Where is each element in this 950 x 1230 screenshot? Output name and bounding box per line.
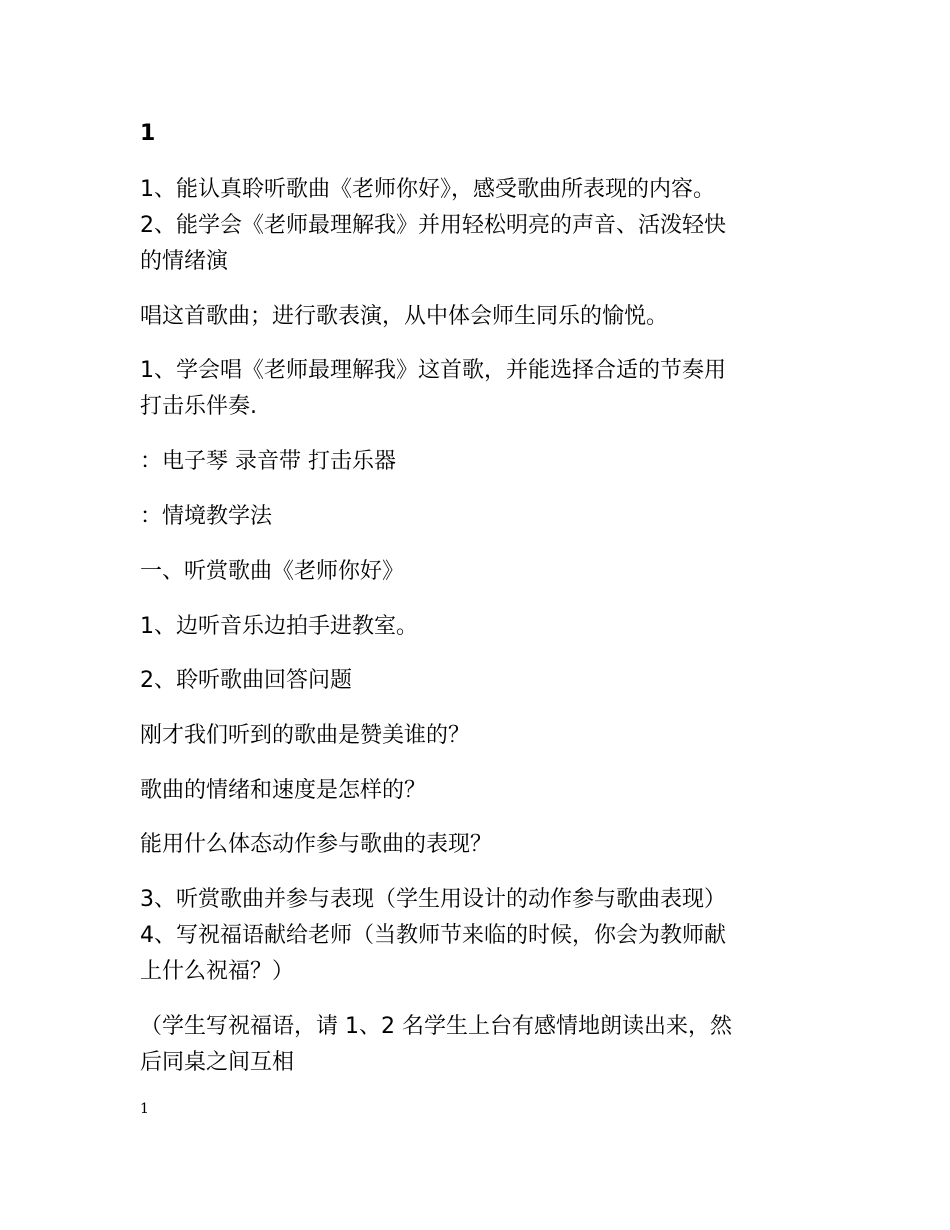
paragraph-line-step-3: 3、听赏歌曲并参与表现（学生用设计的动作参与歌曲表现） (140, 887, 726, 912)
paragraph-line-step-4: 4、写祝福语献给老师（当教师节来临的时候，你会为教师献 (140, 923, 726, 948)
paragraph-line-step-2: 2、聆听歌曲回答问题 (140, 668, 352, 693)
paragraph-line-question-2: 歌曲的情绪和速度是怎样的？ (140, 778, 427, 803)
paragraph-line-key-point-cont: 打击乐伴奏. (140, 394, 257, 419)
paragraph-line-objective-2-cont: 的情绪演 (140, 249, 229, 274)
paragraph-line-student-activity-cont: 后同桌之间互相 (140, 1050, 295, 1075)
paragraph-line-objective-3: 唱这首歌曲；进行歌表演，从中体会师生同乐的愉悦。 (140, 304, 669, 329)
paragraph-line-step-1: 1、边听音乐边拍手进教室。 (140, 614, 418, 639)
paragraph-line-materials: ：电子琴 录音带 打击乐器 (140, 449, 396, 474)
paragraph-line-method: ：情境教学法 (140, 504, 273, 529)
section-heading: 1 (140, 121, 156, 146)
paragraph-line-student-activity: （学生写祝福语，请 1、2 名学生上台有感情地朗读出来，然 (140, 1014, 732, 1039)
paragraph-line-key-point: 1、学会唱《老师最理解我》这首歌，并能选择合适的节奏用 (140, 358, 726, 383)
page-number: 1 (140, 1101, 149, 1117)
paragraph-line-question-1: 刚才我们听到的歌曲是赞美谁的？ (140, 723, 471, 748)
paragraph-line-objective-1: 1、能认真聆听歌曲《老师你好》，感受歌曲所表现的内容。 (140, 177, 715, 202)
paragraph-line-objective-2: 2、能学会《老师最理解我》并用轻松明亮的声音、活泼轻快 (140, 213, 726, 238)
paragraph-line-step-4-cont: 上什么祝福？） (140, 959, 295, 984)
paragraph-line-question-3: 能用什么体态动作参与歌曲的表现？ (140, 832, 493, 857)
paragraph-line-step-heading: 一、听赏歌曲《老师你好》 (140, 559, 405, 584)
